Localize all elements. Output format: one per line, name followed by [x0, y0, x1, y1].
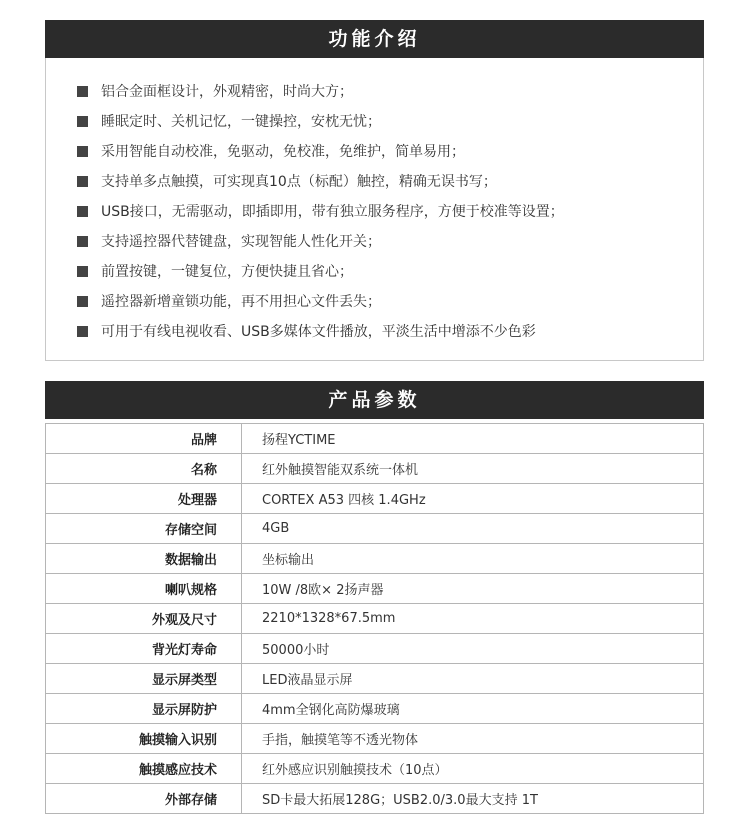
square-bullet-icon [77, 236, 88, 247]
table-row [46, 694, 704, 724]
feature-text: 支持单多点触摸，可实现真10点（标配）触控，精确无误书写； [101, 174, 497, 190]
square-bullet-icon [77, 116, 88, 127]
param-value: 4mm全钢化高防爆玻璃 [242, 694, 704, 724]
table-row [46, 724, 704, 754]
param-value: 坐标输出 [242, 544, 704, 574]
square-bullet-icon [77, 266, 88, 277]
table-row [46, 604, 704, 634]
param-value: CORTEX A53 四核 1.4GHz [242, 484, 704, 514]
param-label: 品牌 [46, 424, 242, 454]
square-bullet-icon [77, 176, 88, 187]
feature-text: 可用于有线电视收看、USB多媒体文件播放，平淡生活中增添不少色彩 [101, 324, 536, 340]
feature-item [77, 136, 564, 166]
feature-text: USB接口，无需驱动，即插即用，带有独立服务程序，方便于校准等设置； [101, 204, 564, 220]
feature-item [77, 226, 564, 256]
feature-text: 睡眠定时、关机记忆，一键操控，安枕无忧； [101, 114, 381, 130]
table-row [46, 454, 704, 484]
table-row [46, 664, 704, 694]
table-row [46, 424, 704, 454]
square-bullet-icon [77, 206, 88, 217]
feature-item [77, 76, 564, 106]
param-value: 2210*1328*67.5mm [242, 604, 704, 634]
square-bullet-icon [77, 86, 88, 97]
params-table [45, 423, 704, 814]
feature-text: 前置按键，一键复位，方便快捷且省心； [101, 264, 353, 280]
table-row [46, 574, 704, 604]
table-row [46, 634, 704, 664]
feature-text: 铝合金面框设计，外观精密，时尚大方； [101, 84, 353, 100]
param-label: 显示屏防护 [46, 694, 242, 724]
param-value: 10W /8欧× 2扬声器 [242, 574, 704, 604]
param-label: 名称 [46, 454, 242, 484]
feature-item [77, 316, 564, 346]
square-bullet-icon [77, 326, 88, 337]
params-header: 产品参数 [45, 381, 704, 419]
feature-item [77, 196, 564, 226]
feature-item [77, 286, 564, 316]
table-row [46, 514, 704, 544]
param-value: 扬程YCTIME [242, 424, 704, 454]
features-section [45, 20, 704, 361]
square-bullet-icon [77, 296, 88, 307]
param-label: 外观及尺寸 [46, 604, 242, 634]
feature-item [77, 106, 564, 136]
param-label: 显示屏类型 [46, 664, 242, 694]
param-value: 50000小时 [242, 634, 704, 664]
feature-item [77, 166, 564, 196]
param-value: SD卡最大拓展128G；USB2.0/3.0最大支持 1T [242, 784, 704, 814]
table-row [46, 484, 704, 514]
param-label: 背光灯寿命 [46, 634, 242, 664]
square-bullet-icon [77, 146, 88, 157]
feature-text: 采用智能自动校准，免驱动，免校准，免维护，简单易用； [101, 144, 465, 160]
param-label: 外部存储 [46, 784, 242, 814]
param-value: LED液晶显示屏 [242, 664, 704, 694]
features-list [77, 76, 564, 346]
param-label: 触摸感应技术 [46, 754, 242, 784]
params-section [45, 381, 704, 814]
feature-text: 支持遥控器代替键盘，实现智能人性化开关； [101, 234, 381, 250]
table-row [46, 544, 704, 574]
table-row [46, 784, 704, 814]
param-label: 处理器 [46, 484, 242, 514]
param-value: 4GB [242, 514, 704, 544]
feature-item [77, 256, 564, 286]
param-value: 手指，触摸笔等不透光物体 [242, 724, 704, 754]
param-value: 红外触摸智能双系统一体机 [242, 454, 704, 484]
param-label: 触摸输入识别 [46, 724, 242, 754]
features-header: 功能介绍 [45, 20, 704, 58]
param-label: 数据输出 [46, 544, 242, 574]
table-row [46, 754, 704, 784]
param-label: 存储空间 [46, 514, 242, 544]
param-value: 红外感应识别触摸技术（10点） [242, 754, 704, 784]
feature-text: 遥控器新增童锁功能，再不用担心文件丢失； [101, 294, 381, 310]
param-label: 喇叭规格 [46, 574, 242, 604]
